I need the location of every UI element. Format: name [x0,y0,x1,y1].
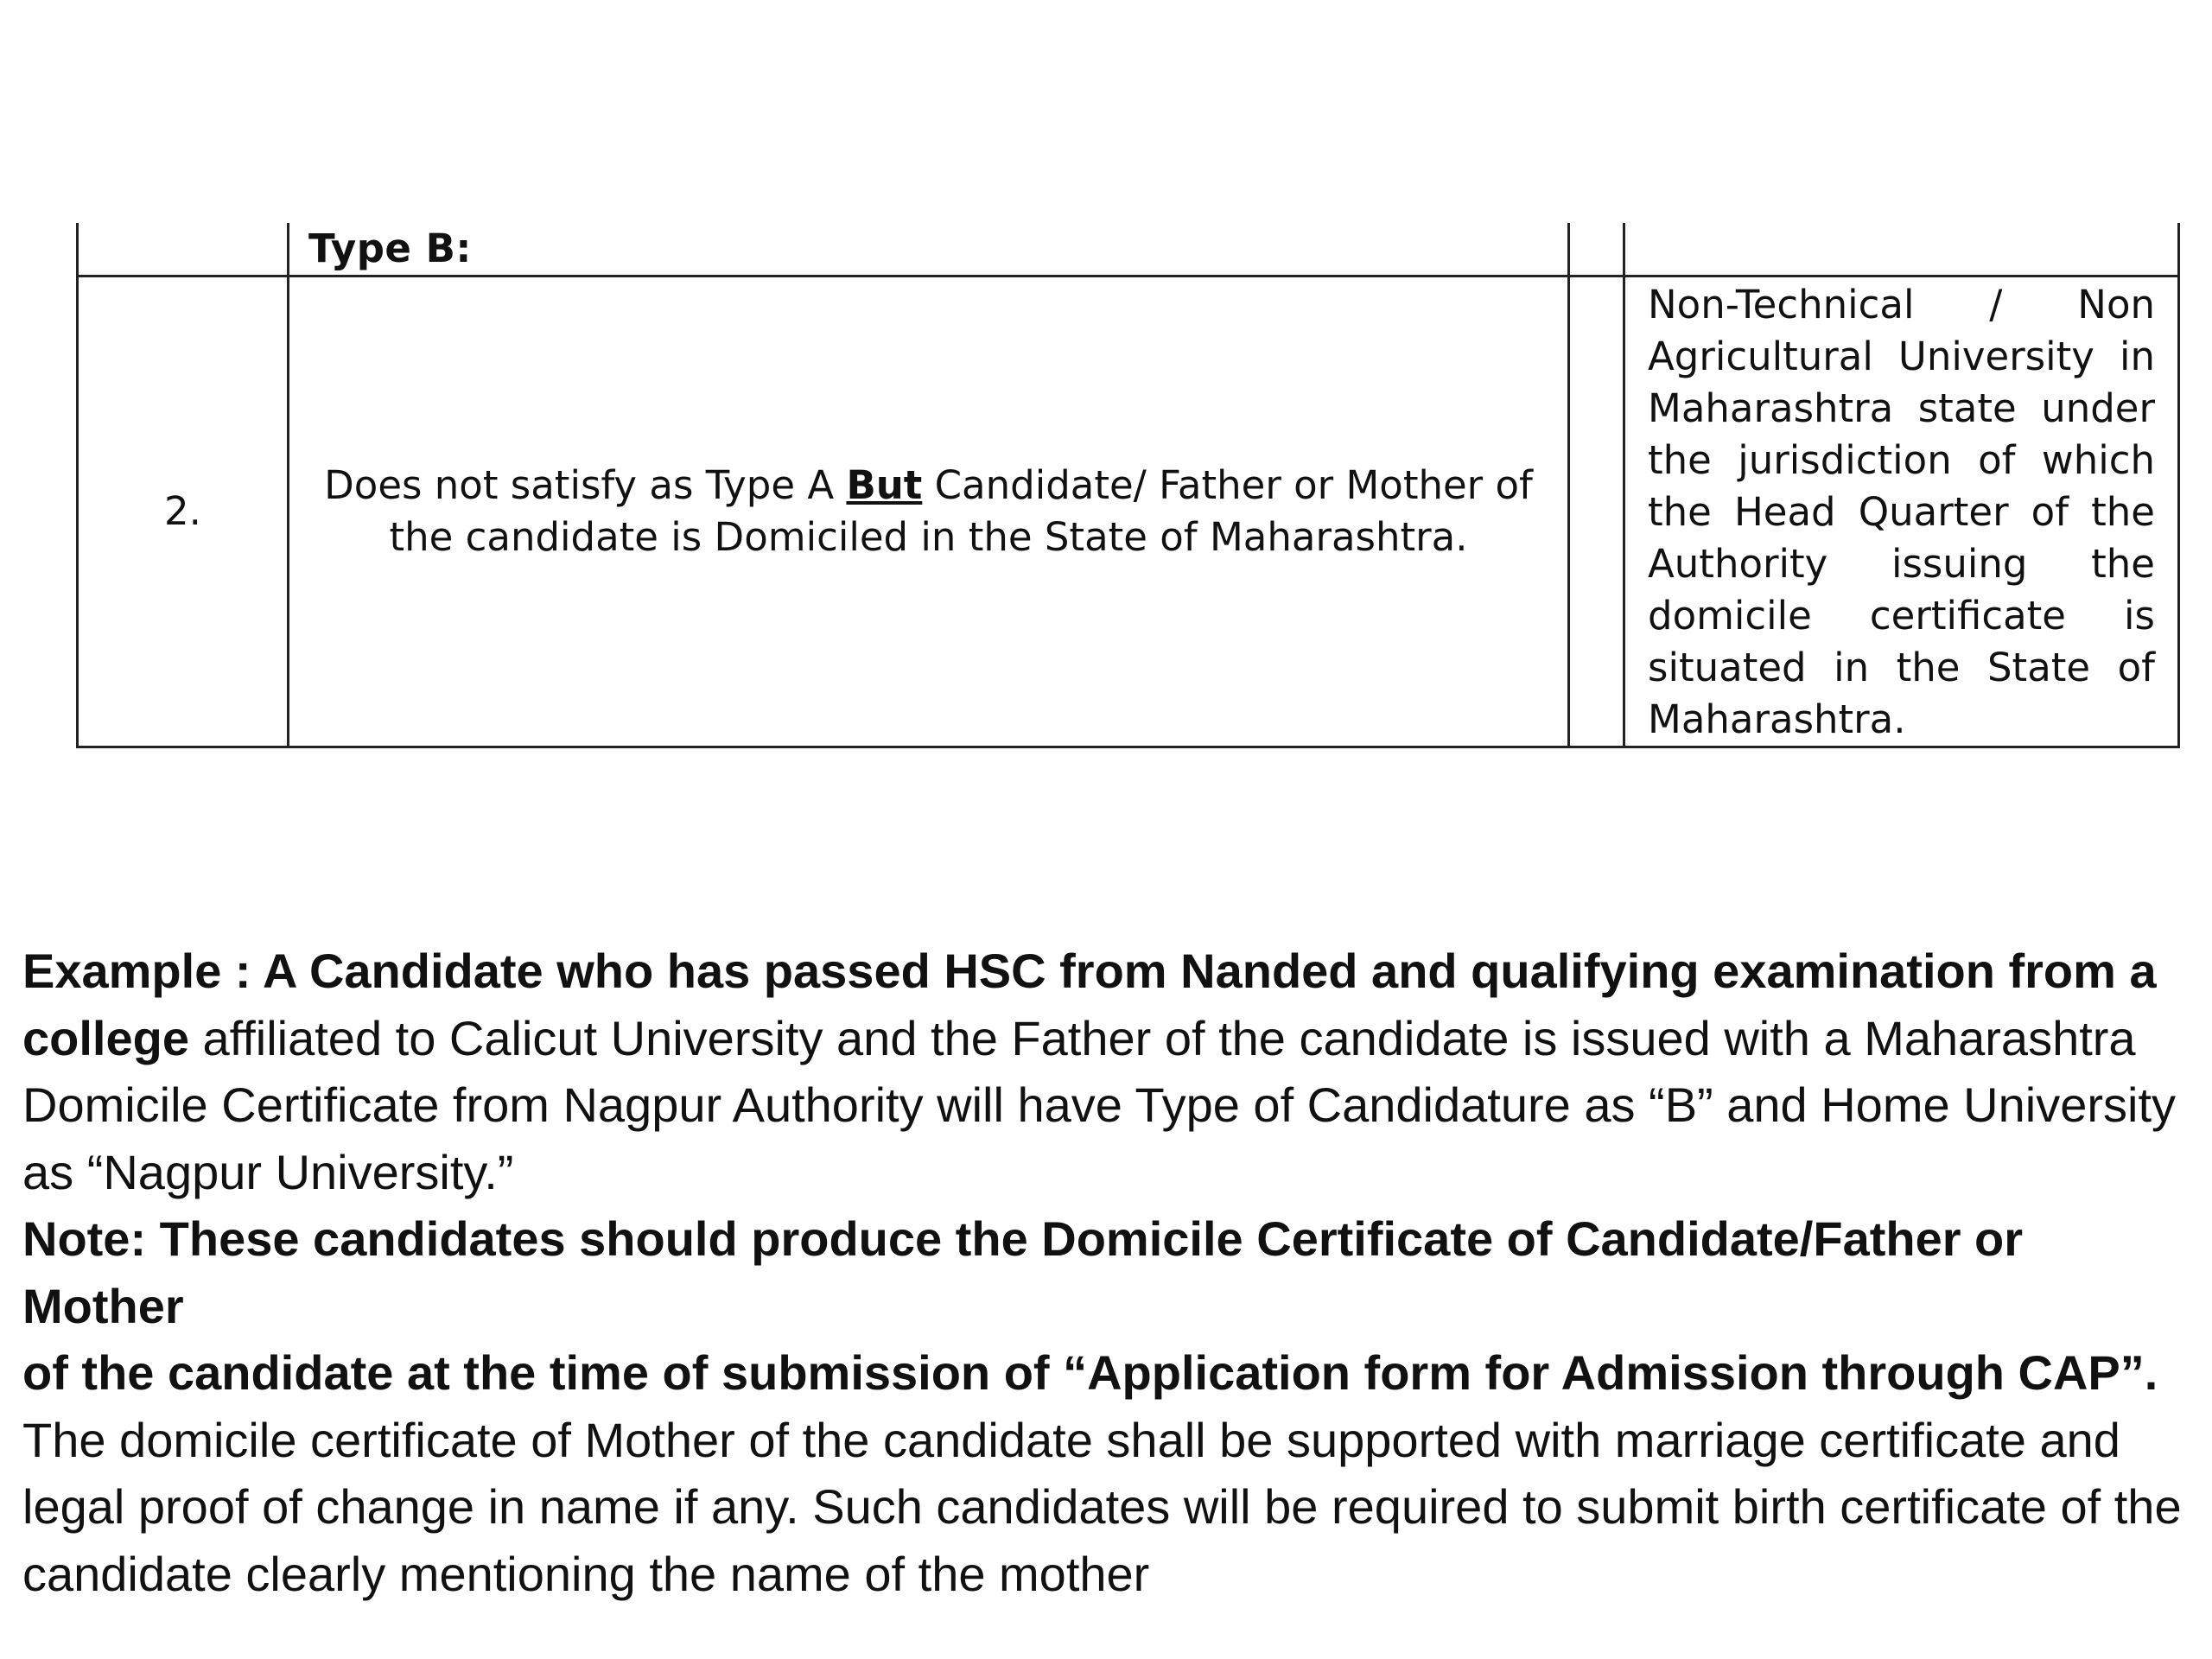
description-emphasis: But [846,462,923,508]
explanation-text [22,938,2191,1607]
example-bold-text: Example : A Candidate who has passed HSC from Nanded and qualifying examination from a college [22,944,2157,1065]
header-empty-cell [78,223,289,276]
description-text-before: Does not satisfy as Type A [324,462,847,508]
type-label: Type B: [308,226,472,271]
example-regular-text: affiliated to Calicut University and the Father of the candidate is issued with a Maharashtra Domicile Certificate from Nagpur Authority will have Type of Candidature as “B” and Home University as “Nagpur University.” [22,1010,2176,1199]
header-gap-cell [1569,223,1624,276]
serial-number: 2. [78,276,289,747]
example-paragraph [22,938,2191,1205]
candidature-table [76,223,2180,748]
home-university-cell: Non-Technical / Non Agricultural University in Maharashtra state under the jurisdiction of which the Head Quarter of the Authority issuing the domicile certificate is situated in the State of Maharashtra. [1624,276,2179,747]
type-label-cell [289,223,1569,276]
eligibility-description [289,276,1569,747]
note-detail-paragraph: The domicile certificate of Mother of the candidate shall be supported with marriage certificate and legal proof of change in name if any. Such candidates will be required to submit birth certificate of the candidate clearly mentioning the name of the mother [22,1412,2182,1601]
table-header-row [78,223,2179,276]
table-row [78,276,2179,747]
note-line-1: Note: These candidates should produce the Domicile Certificate of Candidate/Father or Mother [22,1211,2024,1333]
header-university-cell [1624,223,2179,276]
note-line-2: of the candidate at the time of submission of “Application form for Admission through CAP”. [22,1345,2158,1400]
gap-cell [1569,276,1624,747]
description-text-after: Candidate/ Father or Mother of the candidate is Domiciled in the State of Maharashtra. [389,462,1533,560]
